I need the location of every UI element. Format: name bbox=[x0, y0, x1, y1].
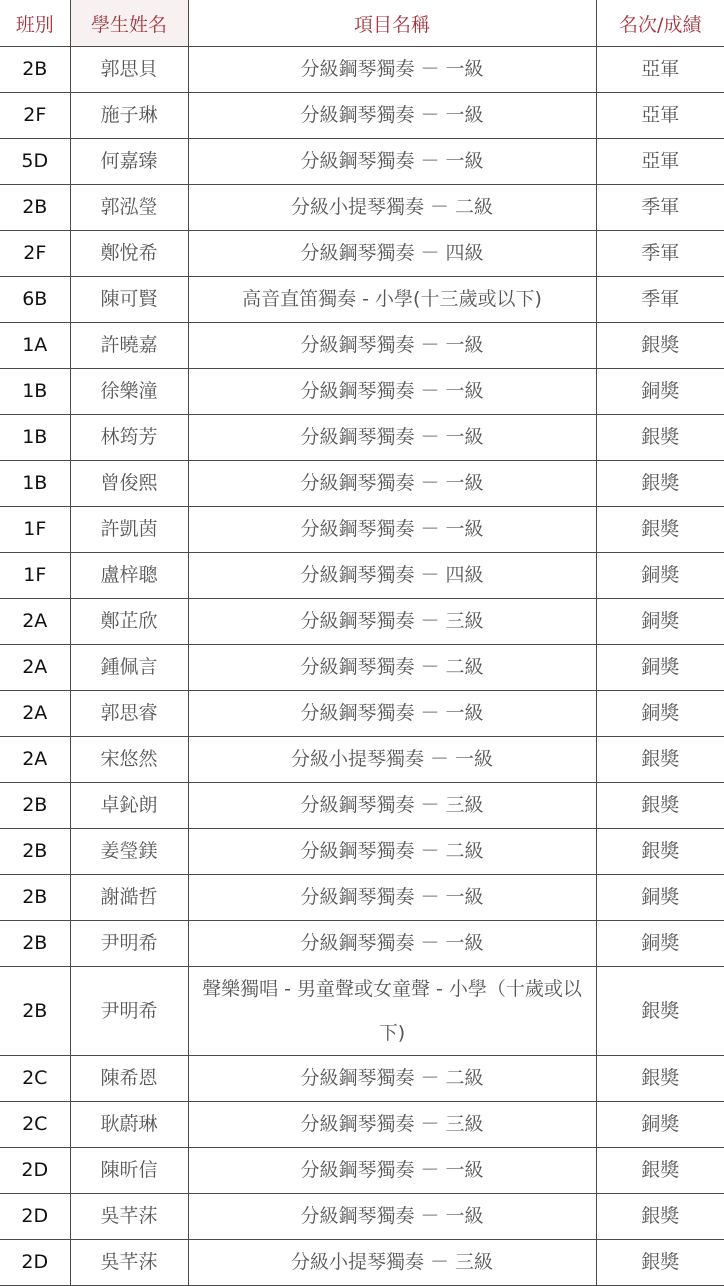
table-row bbox=[0, 1240, 724, 1286]
table-row bbox=[0, 277, 724, 323]
cell-class: 5D bbox=[0, 139, 70, 185]
cell-item-name: 分級鋼琴獨奏 － 四級 bbox=[188, 553, 596, 599]
table-row bbox=[0, 461, 724, 507]
cell-rank: 季軍 bbox=[596, 231, 724, 277]
cell-student-name: 施子琳 bbox=[70, 93, 188, 139]
cell-item-name: 分級鋼琴獨奏 － 二級 bbox=[188, 829, 596, 875]
cell-item-name: 分級鋼琴獨奏 － 一級 bbox=[188, 93, 596, 139]
table-row bbox=[0, 737, 724, 783]
table-row bbox=[0, 507, 724, 553]
cell-student-name: 尹明希 bbox=[70, 921, 188, 967]
cell-class: 2B bbox=[0, 47, 70, 93]
cell-rank: 銀獎 bbox=[596, 1148, 724, 1194]
cell-class: 1A bbox=[0, 323, 70, 369]
cell-item-name: 分級鋼琴獨奏 － 一級 bbox=[188, 139, 596, 185]
cell-student-name: 鄭芷欣 bbox=[70, 599, 188, 645]
table-row bbox=[0, 921, 724, 967]
cell-student-name: 陳昕信 bbox=[70, 1148, 188, 1194]
cell-item-name: 分級鋼琴獨奏 － 一級 bbox=[188, 507, 596, 553]
cell-rank: 銀獎 bbox=[596, 507, 724, 553]
cell-student-name: 陳希恩 bbox=[70, 1056, 188, 1102]
cell-student-name: 鍾佩言 bbox=[70, 645, 188, 691]
cell-rank: 銀獎 bbox=[596, 737, 724, 783]
table-row bbox=[0, 1056, 724, 1102]
cell-rank: 銅獎 bbox=[596, 645, 724, 691]
cell-item-name: 分級鋼琴獨奏 － 一級 bbox=[188, 47, 596, 93]
header-rank: 名次/成績 bbox=[596, 0, 724, 47]
header-row bbox=[0, 0, 724, 47]
cell-rank: 銀獎 bbox=[596, 967, 724, 1056]
table-row bbox=[0, 829, 724, 875]
cell-student-name: 盧梓聰 bbox=[70, 553, 188, 599]
table-body bbox=[0, 47, 724, 1286]
cell-item-name: 分級鋼琴獨奏 － 一級 bbox=[188, 691, 596, 737]
cell-rank: 銀獎 bbox=[596, 1056, 724, 1102]
cell-class: 2B bbox=[0, 185, 70, 231]
cell-student-name: 林筠芳 bbox=[70, 415, 188, 461]
table-header bbox=[0, 0, 724, 47]
cell-item-name: 分級鋼琴獨奏 － 三級 bbox=[188, 599, 596, 645]
table-row bbox=[0, 185, 724, 231]
table-row bbox=[0, 599, 724, 645]
table-row bbox=[0, 1102, 724, 1148]
cell-student-name: 尹明希 bbox=[70, 967, 188, 1056]
cell-rank: 銅獎 bbox=[596, 1102, 724, 1148]
cell-class: 1B bbox=[0, 461, 70, 507]
cell-student-name: 吳芊莯 bbox=[70, 1194, 188, 1240]
cell-class: 2D bbox=[0, 1194, 70, 1240]
cell-item-name: 分級鋼琴獨奏 － 二級 bbox=[188, 1056, 596, 1102]
cell-class: 2B bbox=[0, 783, 70, 829]
table-row bbox=[0, 691, 724, 737]
cell-rank: 銀獎 bbox=[596, 323, 724, 369]
cell-rank: 季軍 bbox=[596, 277, 724, 323]
cell-student-name: 郭泓瑩 bbox=[70, 185, 188, 231]
cell-class: 2B bbox=[0, 921, 70, 967]
cell-item-name: 分級鋼琴獨奏 － 三級 bbox=[188, 783, 596, 829]
cell-item-name: 分級鋼琴獨奏 － 二級 bbox=[188, 645, 596, 691]
cell-class: 2C bbox=[0, 1056, 70, 1102]
cell-rank: 銅獎 bbox=[596, 369, 724, 415]
cell-student-name: 郭思貝 bbox=[70, 47, 188, 93]
cell-class: 1F bbox=[0, 553, 70, 599]
table-row bbox=[0, 231, 724, 277]
cell-rank: 季軍 bbox=[596, 185, 724, 231]
cell-rank: 銅獎 bbox=[596, 599, 724, 645]
cell-class: 2A bbox=[0, 691, 70, 737]
cell-item-name: 分級鋼琴獨奏 － 一級 bbox=[188, 323, 596, 369]
header-item-name: 項目名稱 bbox=[188, 0, 596, 47]
cell-item-name: 分級小提琴獨奏 － 一級 bbox=[188, 737, 596, 783]
cell-student-name: 吳芊莯 bbox=[70, 1240, 188, 1286]
cell-rank: 銀獎 bbox=[596, 461, 724, 507]
cell-student-name: 謝澔哲 bbox=[70, 875, 188, 921]
cell-rank: 銀獎 bbox=[596, 829, 724, 875]
cell-class: 1F bbox=[0, 507, 70, 553]
table-row bbox=[0, 139, 724, 185]
cell-item-name: 分級鋼琴獨奏 － 三級 bbox=[188, 1102, 596, 1148]
cell-item-name: 分級鋼琴獨奏 － 四級 bbox=[188, 231, 596, 277]
table-row bbox=[0, 323, 724, 369]
table-row bbox=[0, 369, 724, 415]
cell-rank: 銅獎 bbox=[596, 875, 724, 921]
cell-class: 2A bbox=[0, 645, 70, 691]
table-row bbox=[0, 783, 724, 829]
table-row bbox=[0, 553, 724, 599]
cell-student-name: 何嘉臻 bbox=[70, 139, 188, 185]
cell-student-name: 陳可賢 bbox=[70, 277, 188, 323]
cell-student-name: 許曉嘉 bbox=[70, 323, 188, 369]
cell-rank: 銅獎 bbox=[596, 921, 724, 967]
cell-student-name: 鄭悅希 bbox=[70, 231, 188, 277]
header-class: 班別 bbox=[0, 0, 70, 47]
cell-item-name: 聲樂獨唱 - 男童聲或女童聲 - 小學（十歲或以下) bbox=[188, 967, 596, 1056]
cell-rank: 銀獎 bbox=[596, 783, 724, 829]
cell-class: 1B bbox=[0, 415, 70, 461]
cell-rank: 亞軍 bbox=[596, 139, 724, 185]
table-row bbox=[0, 1148, 724, 1194]
cell-student-name: 曾俊熙 bbox=[70, 461, 188, 507]
cell-rank: 銅獎 bbox=[596, 691, 724, 737]
cell-item-name: 分級鋼琴獨奏 － 一級 bbox=[188, 369, 596, 415]
cell-item-name: 分級鋼琴獨奏 － 一級 bbox=[188, 1194, 596, 1240]
cell-class: 2F bbox=[0, 231, 70, 277]
cell-class: 2C bbox=[0, 1102, 70, 1148]
table-row bbox=[0, 1194, 724, 1240]
cell-item-name: 分級小提琴獨奏 － 二級 bbox=[188, 185, 596, 231]
table-row bbox=[0, 875, 724, 921]
cell-student-name: 徐樂潼 bbox=[70, 369, 188, 415]
cell-class: 1B bbox=[0, 369, 70, 415]
cell-class: 2B bbox=[0, 875, 70, 921]
cell-item-name: 分級鋼琴獨奏 － 一級 bbox=[188, 415, 596, 461]
cell-class: 2F bbox=[0, 93, 70, 139]
cell-rank: 銅獎 bbox=[596, 553, 724, 599]
header-student-name: 學生姓名 bbox=[70, 0, 188, 47]
cell-rank: 銀獎 bbox=[596, 1194, 724, 1240]
cell-item-name: 分級鋼琴獨奏 － 一級 bbox=[188, 461, 596, 507]
cell-class: 2B bbox=[0, 829, 70, 875]
cell-class: 2A bbox=[0, 599, 70, 645]
cell-rank: 亞軍 bbox=[596, 47, 724, 93]
table-row bbox=[0, 47, 724, 93]
cell-class: 2D bbox=[0, 1148, 70, 1194]
cell-class: 6B bbox=[0, 277, 70, 323]
cell-rank: 銀獎 bbox=[596, 415, 724, 461]
cell-class: 2A bbox=[0, 737, 70, 783]
cell-student-name: 姜瑩鎂 bbox=[70, 829, 188, 875]
cell-rank: 亞軍 bbox=[596, 93, 724, 139]
cell-class: 2B bbox=[0, 967, 70, 1056]
cell-item-name: 分級小提琴獨奏 － 三級 bbox=[188, 1240, 596, 1286]
table-row bbox=[0, 93, 724, 139]
table-row bbox=[0, 967, 724, 1056]
table-row bbox=[0, 645, 724, 691]
cell-item-name: 分級鋼琴獨奏 － 一級 bbox=[188, 1148, 596, 1194]
cell-student-name: 郭思睿 bbox=[70, 691, 188, 737]
cell-student-name: 耿蔚琳 bbox=[70, 1102, 188, 1148]
cell-item-name: 高音直笛獨奏 - 小學(十三歲或以下) bbox=[188, 277, 596, 323]
cell-item-name: 分級鋼琴獨奏 － 一級 bbox=[188, 875, 596, 921]
cell-student-name: 許凱茵 bbox=[70, 507, 188, 553]
table-row bbox=[0, 415, 724, 461]
cell-student-name: 宋悠然 bbox=[70, 737, 188, 783]
cell-rank: 銀獎 bbox=[596, 1240, 724, 1286]
cell-item-name: 分級鋼琴獨奏 － 一級 bbox=[188, 921, 596, 967]
cell-class: 2D bbox=[0, 1240, 70, 1286]
cell-student-name: 卓鈊朗 bbox=[70, 783, 188, 829]
